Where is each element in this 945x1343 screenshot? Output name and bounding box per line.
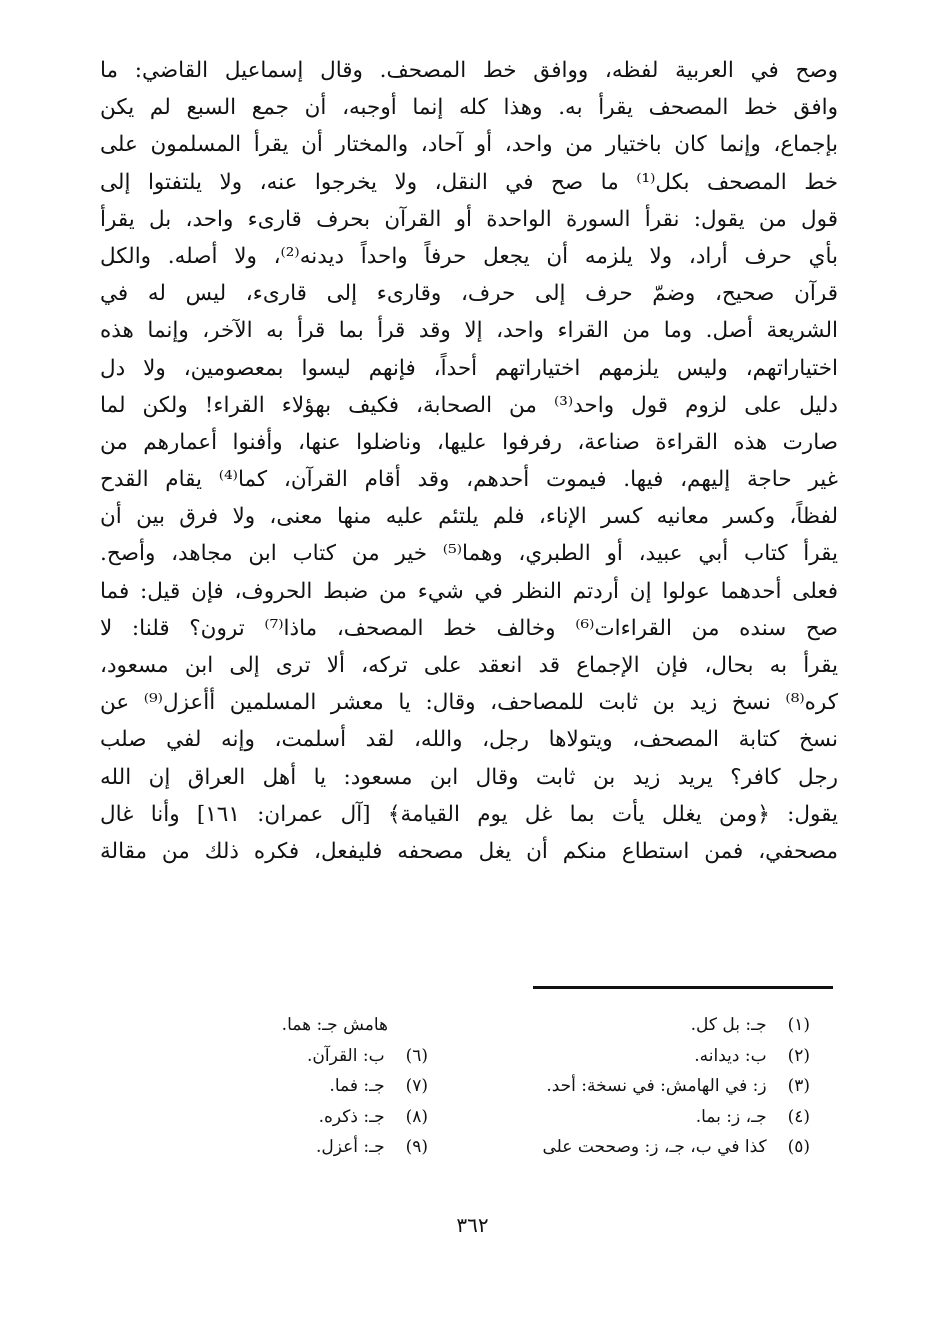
text-line: الشريعة أصل. وما من القراء واحد، إلا وقد قرأ بما قرأ به الآخر، وإنما هذه	[100, 318, 838, 344]
text-line: قول من يقول: نقرأ السورة الواحدة أو القرآن بحرف قارىء واحد، بل يقرأ	[100, 206, 838, 232]
footnote	[470, 1071, 810, 1102]
text-line: يقرأ به بحال، فإن الإجماع قد انعقد على تركه، ألا ترى إلى ابن مسعود،	[100, 653, 838, 678]
text-line: وصح في العربية لفظه، ووافق خط المصحف. وقال إسماعيل القاضي: ما	[100, 58, 838, 83]
text-line: كره⁽⁸⁾ نسخ زيد بن ثابت للمصاحف، وقال: يا معشر المسلمين أأعزل⁽⁹⁾ عن	[100, 690, 838, 716]
text-line: صارت هذه القراءة صناعة، رفرفوا عليها، وناضلوا عنها، وأفنوا أعمارهم من	[100, 429, 838, 455]
footnote-text: ب: القرآن.	[306, 1045, 385, 1066]
footnote-text: ب: ديدانه.	[694, 1045, 767, 1066]
footnote-number: (٦)	[405, 1045, 428, 1066]
text-line: مصحفي، فمن استطاع منكم أن يغل مصحفه فليفعل، فكره ذلك من مقالة	[100, 838, 838, 864]
footnote-continuation	[200, 1010, 428, 1041]
footnotes-left-column	[200, 1010, 428, 1163]
footnote-text: جـ، ز: بما.	[695, 1106, 767, 1127]
footnote	[200, 1102, 428, 1133]
text-line: لفظاً، وكسر معانيه كسر الإناء، فلم يلتئم عليه منها معنى، ولا فرق بين أن	[100, 504, 838, 530]
text-line: خط المصحف بكل⁽¹⁾ ما صح في النقل، ولا يخرجوا عنه، ولا يلتفتوا إلى	[100, 169, 838, 195]
text-line: فعلى أحدهما عولوا إن أردتم النظر في شيء من ضبط الحروف، فإن قيل: فما	[100, 578, 838, 604]
text-line: نسخ كتابة المصحف، ويتولاها رجل، والله، لقد أسلمت، وإنه لفي صلب	[100, 727, 838, 753]
footnote-text: ز: في الهامش: في نسخة: أحد.	[546, 1076, 767, 1096]
footnote-text: كذا في ب، جـ، ز: وصححت على	[542, 1137, 767, 1157]
text-line: يقول: ﴿ومن يغلل يأت بما غل يوم القيامة﴾ [آل عمران: ١٦١] وأنا غال	[100, 801, 838, 827]
footnote-number: (١)	[787, 1015, 810, 1035]
footnote	[470, 1041, 810, 1072]
footnote	[470, 1132, 810, 1163]
text-line: يقرأ كتاب أبي عبيد، أو الطبري، وهما⁽⁵⁾ خير من كتاب ابن مجاهد، وأصح.	[100, 541, 838, 567]
footnote-number: (٨)	[405, 1106, 428, 1127]
footnote-number: (٢)	[787, 1045, 810, 1066]
text-line: غير حاجة إليهم، فيها. فيموت أحدهم، وقد أقام القرآن، كما⁽⁴⁾ يقام القدح	[100, 467, 838, 493]
text-line: بأي حرف أراد، ولا يلزمه أن يجعل حرفاً واحداً ديدنه⁽²⁾، ولا أصله. والكل	[100, 243, 838, 269]
text-line: بإجماع، وإنما كان باختيار من واحد، أو آحاد، والمختار أن يقرأ المسلمون على	[100, 132, 838, 158]
footnotes-right-column	[470, 1010, 810, 1163]
main-text	[100, 52, 838, 870]
footnote	[200, 1132, 428, 1163]
footnote	[200, 1071, 428, 1102]
text-line: صح سنده من القراءات⁽⁶⁾ وخالف خط المصحف، ماذا⁽⁷⁾ ترون؟ قلنا: لا	[100, 615, 838, 641]
footnote-number: (٧)	[405, 1076, 428, 1096]
footnote-text: جـ: فما.	[329, 1076, 385, 1096]
text-line: دليل على لزوم قول واحد⁽³⁾ من الصحابة، فكيف بهؤلاء القراء! ولكن لما	[100, 392, 838, 418]
footnote-number: (٩)	[405, 1137, 428, 1157]
footnote	[470, 1102, 810, 1133]
footnote-divider	[533, 986, 833, 989]
footnote-text: جـ: ذكره.	[318, 1106, 385, 1127]
text-line: قرآن صحيح، وضمّ حرف إلى حرف، وقارىء إلى قارىء، ليس له في	[100, 281, 838, 307]
text-line: رجل كافر؟ يريد زيد بن ثابت وقال ابن مسعود: يا أهل العراق إن الله	[100, 764, 838, 790]
text-line: اختياراتهم، وليس يلزمهم اختياراتهم أحداً، فإنهم ليسوا بمعصومين، ولا دل	[100, 355, 838, 381]
footnote-number: (٤)	[787, 1106, 810, 1127]
footnote-text: جـ: بل كل.	[690, 1015, 767, 1035]
text-line: وافق خط المصحف يقرأ به. وهذا كله إنما أوجبه، أن جمع السبع لم يكن	[100, 95, 838, 121]
page-number: ٣٦٢	[456, 1213, 489, 1237]
footnote-number: (٣)	[787, 1076, 810, 1096]
footnote-text: جـ: أعزل.	[315, 1137, 385, 1157]
footnote-number: (٥)	[787, 1137, 810, 1157]
footnote-text: هامش جـ: هما.	[281, 1015, 388, 1035]
footnote	[470, 1010, 810, 1041]
footnote	[200, 1041, 428, 1072]
